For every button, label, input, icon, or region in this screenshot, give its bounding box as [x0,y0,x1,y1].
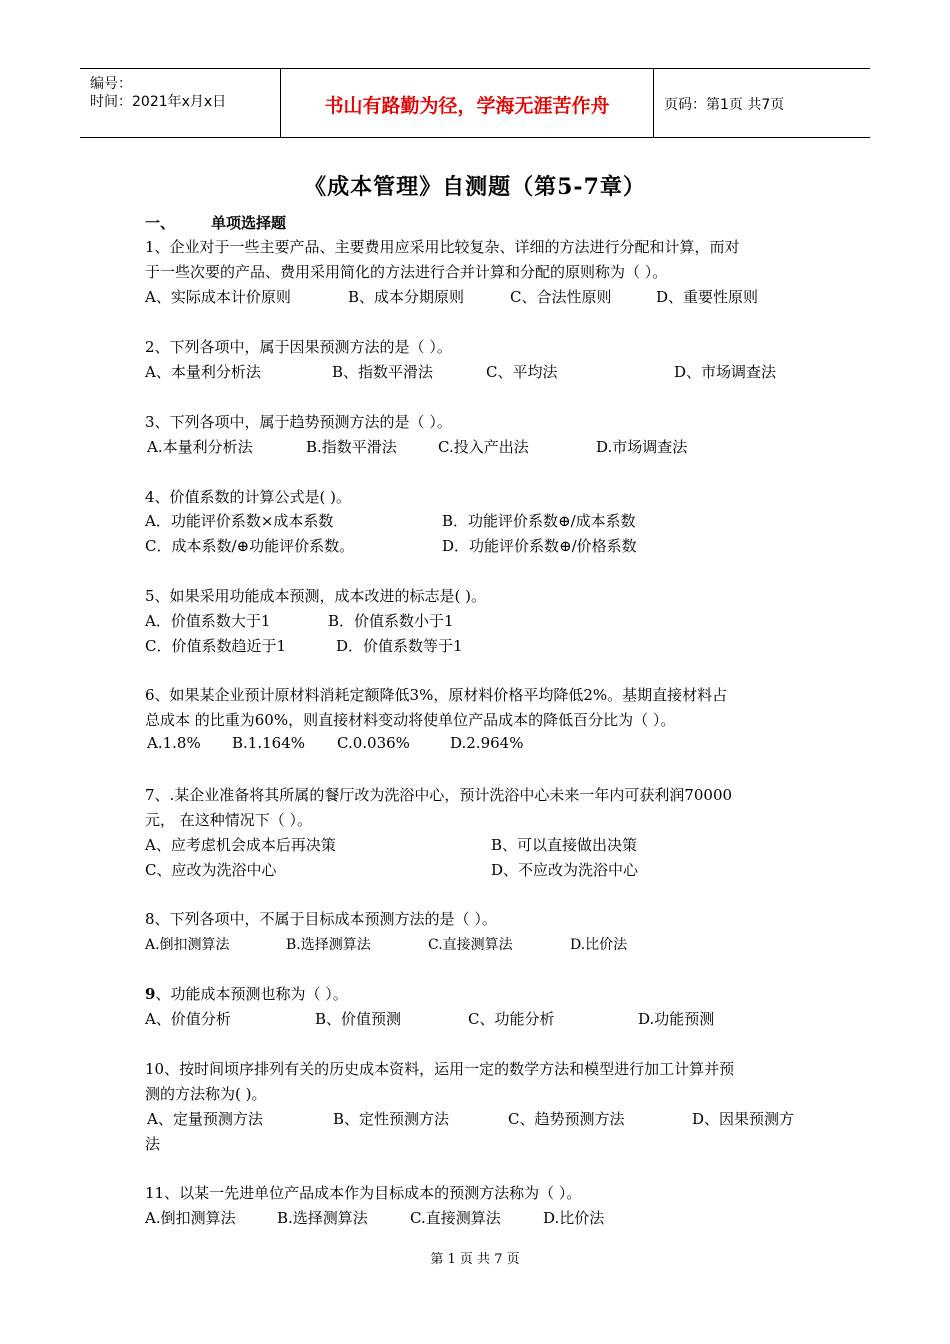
option-c: C、合法性原则 [510,288,612,306]
option-a: A.倒扣测算法 [145,937,230,953]
option-d: D.2.964% [450,734,524,752]
option-c: C、趋势预测方法 [508,1110,625,1128]
option-c: C.直接测算法 [428,937,513,953]
option-d: D.比价法 [543,1209,605,1227]
option-c: C．价值系数趋近于1 [145,637,287,655]
page-footer: 第 1 页 共 7 页 [430,1252,520,1267]
header-info-cell [80,69,281,137]
question-stem: 、功能成本预测也称为（ ）。 [155,985,348,1003]
option-b: B.指数平滑法 [306,438,397,456]
option-b: B．价值系数小于1 [328,612,454,630]
option-d: D.市场调查法 [596,438,688,456]
option-b: B.选择测算法 [277,1209,368,1227]
section-label: 单项选择题 [211,214,287,232]
option-b: B．功能评价系数⊕/成本系数 [442,512,636,530]
option-d: D、因果预测方 [692,1110,795,1128]
option-d: D．价值系数等于1 [336,637,463,655]
option-a: A、价值分析 [145,1010,231,1028]
question-text: 总成本 的比重为60%，则直接材料变动将使单位产品成本的降低百分比为（ ）。 [145,711,676,729]
option-c: C、平均法 [486,363,558,381]
option-d: D.功能预测 [638,1010,715,1028]
option-c: C.直接测算法 [410,1209,501,1227]
question-text: 8、下列各项中，不属于目标成本预测方法的是（ ）。 [145,910,497,928]
section-number: 一、 [145,214,176,232]
option-c: C.投入产出法 [438,438,529,456]
option-b: B、价值预测 [315,1010,402,1028]
question-text: 测的方法称为( )。 [145,1085,267,1103]
header-page-cell [654,69,870,137]
question-text: 于一些次要的产品、费用采用简化的方法进行合并计算和分配的原则称为（ ）。 [145,263,668,281]
option-c: C.0.036% [337,734,410,752]
question-text: 3、下列各项中，属于趋势预测方法的是（ ）。 [145,413,452,431]
option-d: D．功能评价系数⊕/价格系数 [442,537,637,555]
header-motto: 书山有路勤为径，学海无涯苦作舟 [324,95,610,117]
option-b: B、可以直接做出决策 [491,836,638,854]
option-c: C、功能分析 [468,1010,555,1028]
option-a: A．价值系数大于1 [145,612,271,630]
option-a: A．功能评价系数×成本系数 [145,512,334,530]
option-c: C、应改为洗浴中心 [145,861,277,879]
option-b: B、定性预测方法 [333,1110,450,1128]
option-b: B.1.164% [232,734,305,752]
option-d: D.比价法 [570,937,628,953]
option-d: D、市场调查法 [674,363,777,381]
question-text [145,983,348,1004]
option-d: D、不应改为洗浴中心 [491,861,639,879]
document-time-label: 时间：2021年x月x日 [90,94,227,110]
question-text: 11、以某一先进单位产品成本作为目标成本的预测方法称为（ ）。 [145,1184,582,1202]
question-text: 4、价值系数的计算公式是( )。 [145,488,352,506]
option-d: D、重要性原则 [656,288,759,306]
question-text: 7、.某企业准备将其所属的餐厅改为洗浴中心，预计洗浴中心未来一年内可获利润70000 [145,786,733,804]
option-a: A.1.8% [147,734,201,752]
question-text: 2、下列各项中，属于因果预测方法的是（ ）。 [145,338,452,356]
option-a: A、应考虑机会成本后再决策 [145,836,336,854]
document-title: 《成本管理》自测题（第5-7章） [304,174,646,200]
option-a: A、定量预测方法 [147,1110,263,1128]
option-a: A.本量利分析法 [147,438,253,456]
option-d-wrap: 法 [145,1135,161,1153]
document-number-label: 编号： [90,76,132,92]
option-b: B、成本分期原则 [348,288,465,306]
header-page-info: 页码：第1页 共7页 [664,97,785,113]
option-a: A、本量利分析法 [145,363,261,381]
document-header [80,68,870,138]
question-text: 1、企业对于一些主要产品、主要费用应采用比较复杂、详细的方法进行分配和计算，而对 [145,238,740,256]
option-b: B、指数平滑法 [332,363,434,381]
question-text: 5、如果采用功能成本预测，成本改进的标志是( )。 [145,587,487,605]
header-motto-cell [281,69,654,137]
question-text: 6、如果某企业预计原材料消耗定额降低3%，原材料价格平均降低2%。基期直接材料占 [145,686,728,704]
option-c: C．成本系数/⊕功能评价系数。 [145,537,355,555]
question-text: 10、按时间顷序排列有关的历史成本资料，运用一定的数学方法和模型进行加工计算并预 [145,1060,735,1078]
option-a: A.倒扣测算法 [145,1209,236,1227]
question-text: 元， 在这种情况下（ ）。 [145,811,313,829]
section-heading [145,212,286,233]
option-b: B.选择测算法 [286,937,371,953]
option-a: A、实际成本计价原则 [145,288,291,306]
question-number: 9 [145,985,156,1003]
